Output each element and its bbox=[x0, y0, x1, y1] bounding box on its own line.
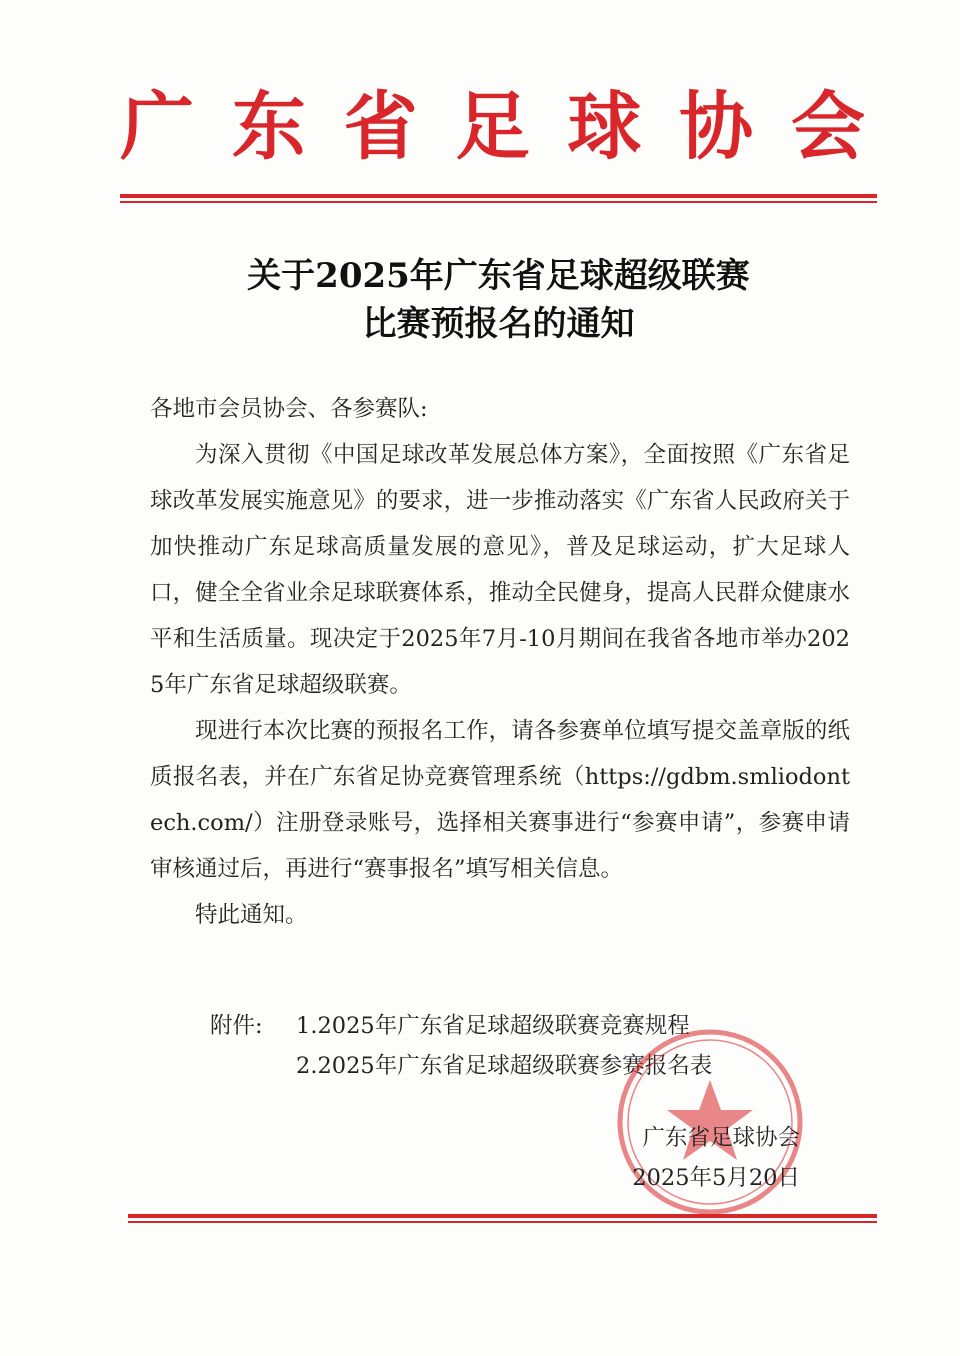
title-line-1: 关于2025年广东省足球超级联赛 bbox=[247, 256, 750, 296]
attachment-item-1: 1.2025年广东省足球超级联赛竞赛规程 bbox=[296, 1013, 690, 1039]
letterhead-char: 广 bbox=[120, 84, 194, 170]
bottom-divider-thick bbox=[128, 1214, 877, 1218]
letterhead-char: 协 bbox=[679, 84, 754, 170]
title-line-2: 比赛预报名的通知 bbox=[362, 304, 635, 344]
letterhead-char: 东 bbox=[231, 84, 306, 170]
bottom-divider-thin bbox=[128, 1221, 877, 1223]
document-title bbox=[120, 252, 877, 348]
signature-date: 2025年5月20日 bbox=[632, 1165, 800, 1191]
letterhead bbox=[120, 82, 865, 172]
paragraph-2: 现进行本次比赛的预报名工作，请各参赛单位填写提交盖章版的纸质报名表，并在广东省足协竞赛管理系统（https://gdbm.smliodontech.com/）注册登录账号，选择相关赛事进行“参赛申请”，参赛申请审核通过后，再进行“赛事报名”填写相关信息。 bbox=[150, 718, 850, 882]
letterhead-char: 足 bbox=[455, 84, 530, 170]
attachment-item-2: 2.2025年广东省足球超级联赛参赛报名表 bbox=[296, 1053, 713, 1079]
paragraph-1: 为深入贯彻《中国足球改革发展总体方案》，全面按照《广东省足球改革发展实施意见》的要求，进一步推动落实《广东省人民政府关于加快推动广东足球高质量发展的意见》，普及足球运动，扩大足球人口，健全全省业余足球联赛体系，推动全民健身，提高人民群众健康水平和生活质量。现决定于2025年7月-10月期间在我省各地市举办2025年广东省足球超级联赛。 bbox=[150, 442, 850, 698]
document-body bbox=[150, 386, 850, 938]
top-divider-thin bbox=[120, 201, 877, 203]
attachments-label: 附件: bbox=[210, 1013, 263, 1039]
letterhead-char: 会 bbox=[790, 84, 865, 170]
salutation: 各地市会员协会、各参赛队: bbox=[150, 396, 428, 422]
top-divider-thick bbox=[120, 194, 877, 198]
letterhead-char: 省 bbox=[343, 84, 418, 170]
signature-block bbox=[560, 1118, 800, 1198]
letterhead-char: 球 bbox=[567, 84, 642, 170]
closing-line: 特此通知。 bbox=[195, 902, 308, 928]
signature-org: 广东省足球协会 bbox=[642, 1125, 800, 1151]
